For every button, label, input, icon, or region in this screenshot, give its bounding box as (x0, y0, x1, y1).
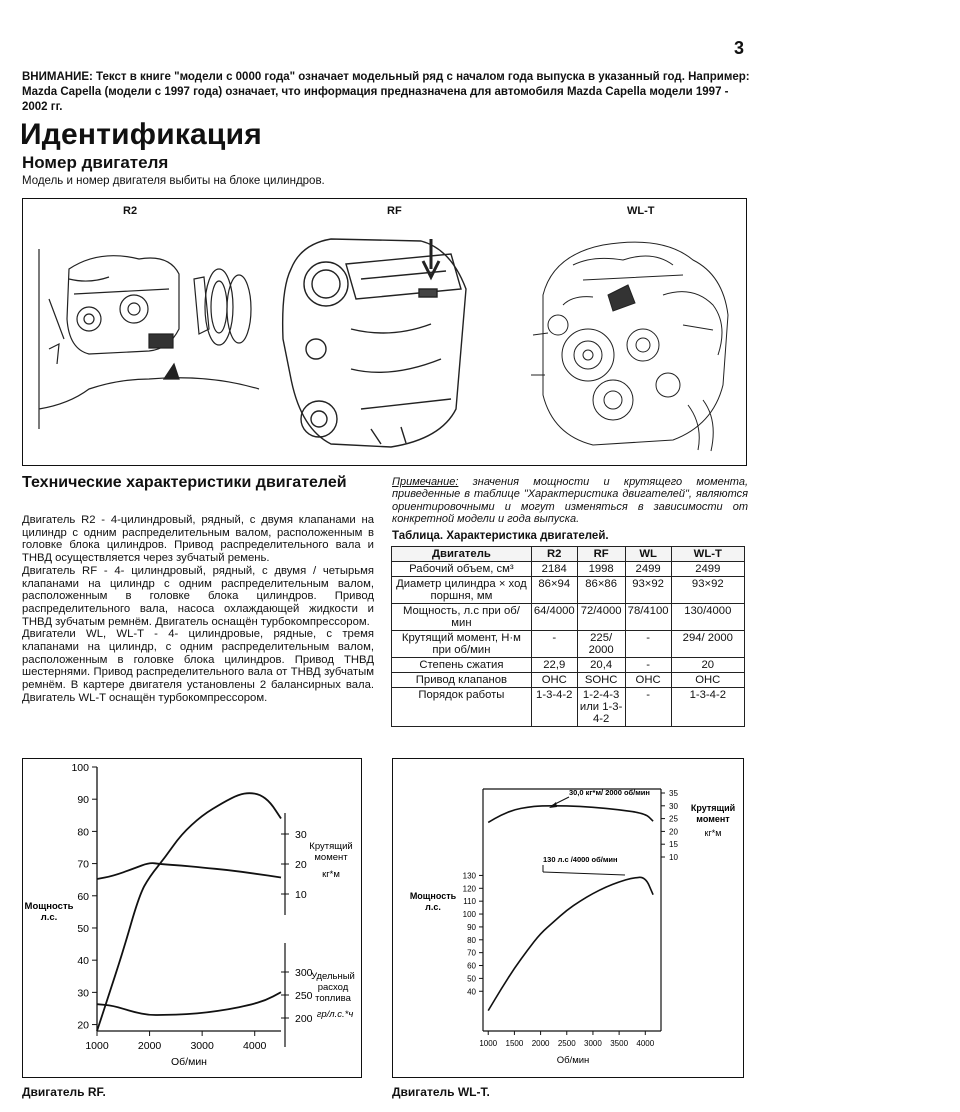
page-number: 3 (734, 38, 745, 58)
torque-unit-label: кг*м (322, 869, 340, 880)
y-tick-label: 60 (467, 961, 476, 971)
series-torque-line (488, 806, 653, 823)
table-cell: 86×86 (577, 577, 625, 604)
paragraph-wl: Двигатели WL, WL-T - 4- цилиндровые, рядные, с тремя клапанами на цилиндр, с одним распределительным валом, расположенным в головке блока цилиндров. Привод ТНВД шестернями. Привод распределительного вала от ТНВД зубчатым ремнём. В картере двигателя установлены 2 балансирных вала. Двигатель WL-T оснащён турбокомпрессором. (22, 628, 374, 704)
torque-tick-label: 15 (669, 840, 678, 850)
fuel-tick-label: 250 (295, 990, 313, 1002)
x-tick-label: 2500 (557, 1039, 576, 1048)
row-label: Мощность, л.с при об/мин (392, 604, 532, 631)
torque-tick-label: 20 (669, 827, 678, 837)
table-cell: 130/4000 (671, 604, 744, 631)
y-tick-label: 80 (467, 935, 476, 945)
y-tick-label: 130 (462, 871, 476, 881)
table-cell: 294/ 2000 (671, 631, 744, 658)
torque-axis-label: момент (696, 814, 730, 824)
header-wlt: WL-T (671, 547, 744, 562)
y-tick-label: 100 (71, 762, 89, 774)
row-label: Степень сжатия (392, 658, 532, 673)
lead-text: Модель и номер двигателя выбиты на блоке цилиндров. (22, 175, 325, 187)
chart-rf-box (22, 758, 362, 1078)
header-engine: Двигатель (392, 547, 532, 562)
paragraph-r2: Двигатель R2 - 4-цилиндровый, рядный, с двумя клапанами на цилиндр с одним распределительным валом, расположенным в головке блока цилиндров. Привод распределительного вала и ТНВД осуществляется через зубчатый ремень. (22, 514, 374, 565)
x-tick-label: 1500 (505, 1039, 524, 1048)
table-cell: 86×94 (531, 577, 577, 604)
table-row (392, 688, 745, 727)
torque-tick-label: 10 (669, 853, 678, 862)
y-tick-label: 60 (77, 890, 89, 903)
table-cell: - (625, 631, 671, 658)
row-label: Порядок работы (392, 688, 532, 727)
table-cell: 20 (671, 658, 744, 673)
table-cell: 2184 (531, 562, 577, 577)
x-tick-label: 3000 (584, 1039, 602, 1048)
table-header-row (392, 547, 745, 562)
engine-specs-table (391, 546, 745, 727)
table-cell: OHC (671, 673, 744, 688)
x-tick-label: 4000 (636, 1039, 655, 1048)
x-tick-label: 3000 (190, 1040, 214, 1052)
y-tick-label: 30 (77, 987, 89, 1000)
header-wl: WL (625, 547, 671, 562)
y-tick-label: 110 (463, 897, 476, 907)
table-note (392, 476, 748, 526)
section-subtitle: Номер двигателя (22, 153, 169, 172)
torque-tick-label: 30 (669, 801, 678, 811)
x-tick-label: 1000 (479, 1039, 498, 1048)
table-row (392, 631, 745, 658)
annotation-arrowhead (549, 802, 557, 808)
torque-tick-label: 30 (295, 829, 307, 841)
table-cell: 1-2-4-3 или 1-3-4-2 (577, 688, 625, 727)
table-cell: 72/4000 (577, 604, 625, 631)
engine-r2-illustration (29, 239, 269, 439)
figure-label-wlt: WL-T (627, 205, 655, 217)
annotation-arrow (543, 872, 625, 875)
y-tick-label: 90 (77, 794, 89, 807)
torque-axis-label: момент (314, 852, 348, 863)
table-cell: - (625, 658, 671, 673)
table-cell: OHC (531, 673, 577, 688)
table-cell: 225/ 2000 (577, 631, 625, 658)
chart-rf (23, 759, 360, 1076)
engine-figures (22, 198, 747, 466)
fuel-unit-label: гр/л.с.*ч (316, 1009, 354, 1020)
chart-wlt-box (392, 758, 744, 1078)
table-cell: OHC (625, 673, 671, 688)
torque-tick-label: 25 (669, 814, 678, 824)
x-tick-label: 1000 (85, 1040, 109, 1052)
specs-heading: Технические характеристики двигателей (22, 474, 347, 491)
y-tick-label: 40 (467, 987, 476, 997)
chart-rf-caption: Двигатель RF. (22, 1085, 106, 1099)
fuel-tick-label: 300 (295, 967, 313, 979)
table-cell: 22,9 (531, 658, 577, 673)
table-cell: 1998 (577, 562, 625, 577)
engine-wlt-illustration (513, 225, 743, 461)
table-row (392, 658, 745, 673)
table-row (392, 562, 745, 577)
y-tick-label: 20 (77, 1019, 89, 1032)
y-tick-label: 100 (462, 910, 476, 920)
table-cell: 2499 (671, 562, 744, 577)
paragraph-rf: Двигатель RF - 4- цилиндровый, рядный, с двумя / четырьмя клапанами на цилиндр с одним распределительным валом, расположенным в головке блока цилиндров. Привод распределительного вала, насоса охлаждающей жидкости и ТНВД зубчатым ремнём. Двигатель оснащён турбокомпрессором. (22, 564, 374, 628)
row-label: Крутящий момент, Н·м при об/мин (392, 631, 532, 658)
note-label: Примечание: (392, 476, 459, 488)
annotation-power-peak: 130 л.с /4000 об/мин (543, 855, 618, 864)
fuel-axis-label: расход (317, 982, 349, 993)
table-cell: 93×92 (625, 577, 671, 604)
engine-rf-illustration (271, 229, 481, 461)
table-row (392, 604, 745, 631)
table-cell: 20,4 (577, 658, 625, 673)
series-fuel-line (97, 992, 281, 1015)
table-cell: - (531, 631, 577, 658)
figure-label-rf: RF (387, 205, 402, 217)
torque-tick-label: 20 (295, 859, 307, 871)
table-cell: 1-3-4-2 (531, 688, 577, 727)
power-axis-label: Мощность (24, 901, 74, 912)
table-cell: 2499 (625, 562, 671, 577)
torque-axis-label: Крутящий (309, 841, 353, 852)
x-axis-label: Об/мин (556, 1055, 590, 1066)
torque-tick-label: 10 (295, 889, 307, 901)
attention-note: ВНИМАНИЕ: Текст в книге "модели с 0000 года" означает модельный ряд с началом года выпуска в указанный год. Например: Mazda Capella (модели с 1997 года) означает, что информация предназначена для автомобиля Mazda Capella модели 1997 - 2002 гг. (22, 71, 750, 113)
fuel-axis-label: Удельный (311, 971, 355, 982)
y-tick-label: 120 (462, 884, 476, 894)
note-text: значения мощности и крутящего момента, приведенные в таблице "Характеристика двигателей", являются ориентировочными и могут изменяться в зависимости от конкретной модели и года выпуска. (392, 476, 748, 526)
y-tick-label: 90 (467, 922, 476, 932)
header-r2: R2 (531, 547, 577, 562)
y-tick-label: 50 (77, 922, 89, 935)
table-row (392, 673, 745, 688)
y-tick-label: 40 (77, 955, 89, 968)
table-cell: 78/4100 (625, 604, 671, 631)
table-cell: 64/4000 (531, 604, 577, 631)
fuel-tick-label: 200 (295, 1013, 313, 1025)
table-row (392, 577, 745, 604)
torque-tick-label: 35 (669, 789, 678, 798)
fuel-axis-label: топлива (315, 993, 351, 1004)
series-torque-line (97, 863, 281, 879)
y-tick-label: 50 (467, 974, 476, 984)
torque-unit-label: кг*м (704, 828, 722, 838)
series-power-line (488, 877, 653, 1010)
header-rf: RF (577, 547, 625, 562)
row-label: Привод клапанов (392, 673, 532, 688)
power-axis-label: Мощность (409, 891, 457, 901)
page-title: Идентификация (20, 118, 262, 151)
x-tick-label: 2000 (531, 1039, 550, 1048)
row-label: Рабочий объем, см³ (392, 562, 532, 577)
power-axis-label: л.с. (40, 912, 58, 923)
x-tick-label: 3500 (610, 1039, 629, 1048)
table-cell: SOHC (577, 673, 625, 688)
y-tick-label: 70 (467, 948, 476, 958)
power-axis-label: л.с. (425, 902, 441, 912)
table-cell: 1-3-4-2 (671, 688, 744, 727)
figure-label-r2: R2 (123, 205, 138, 217)
table-cell: - (625, 688, 671, 727)
y-tick-label: 80 (77, 826, 89, 839)
x-axis-label: Об/мин (171, 1056, 207, 1068)
chart-wlt-caption: Двигатель WL-T. (392, 1085, 490, 1099)
series-power-line (97, 793, 281, 1031)
table-caption: Таблица. Характеристика двигателей. (392, 530, 609, 542)
y-tick-label: 70 (77, 858, 89, 871)
x-tick-label: 4000 (243, 1040, 267, 1052)
row-label: Диаметр цилиндра × ход поршня, мм (392, 577, 532, 604)
annotation-torque-peak: 30,0 кг*м/ 2000 об/мин (569, 788, 650, 797)
x-tick-label: 2000 (137, 1040, 162, 1052)
engine-description (22, 514, 374, 705)
chart-wlt (393, 759, 742, 1076)
table-cell: 93×92 (671, 577, 744, 604)
torque-axis-label: Крутящий (690, 803, 736, 813)
